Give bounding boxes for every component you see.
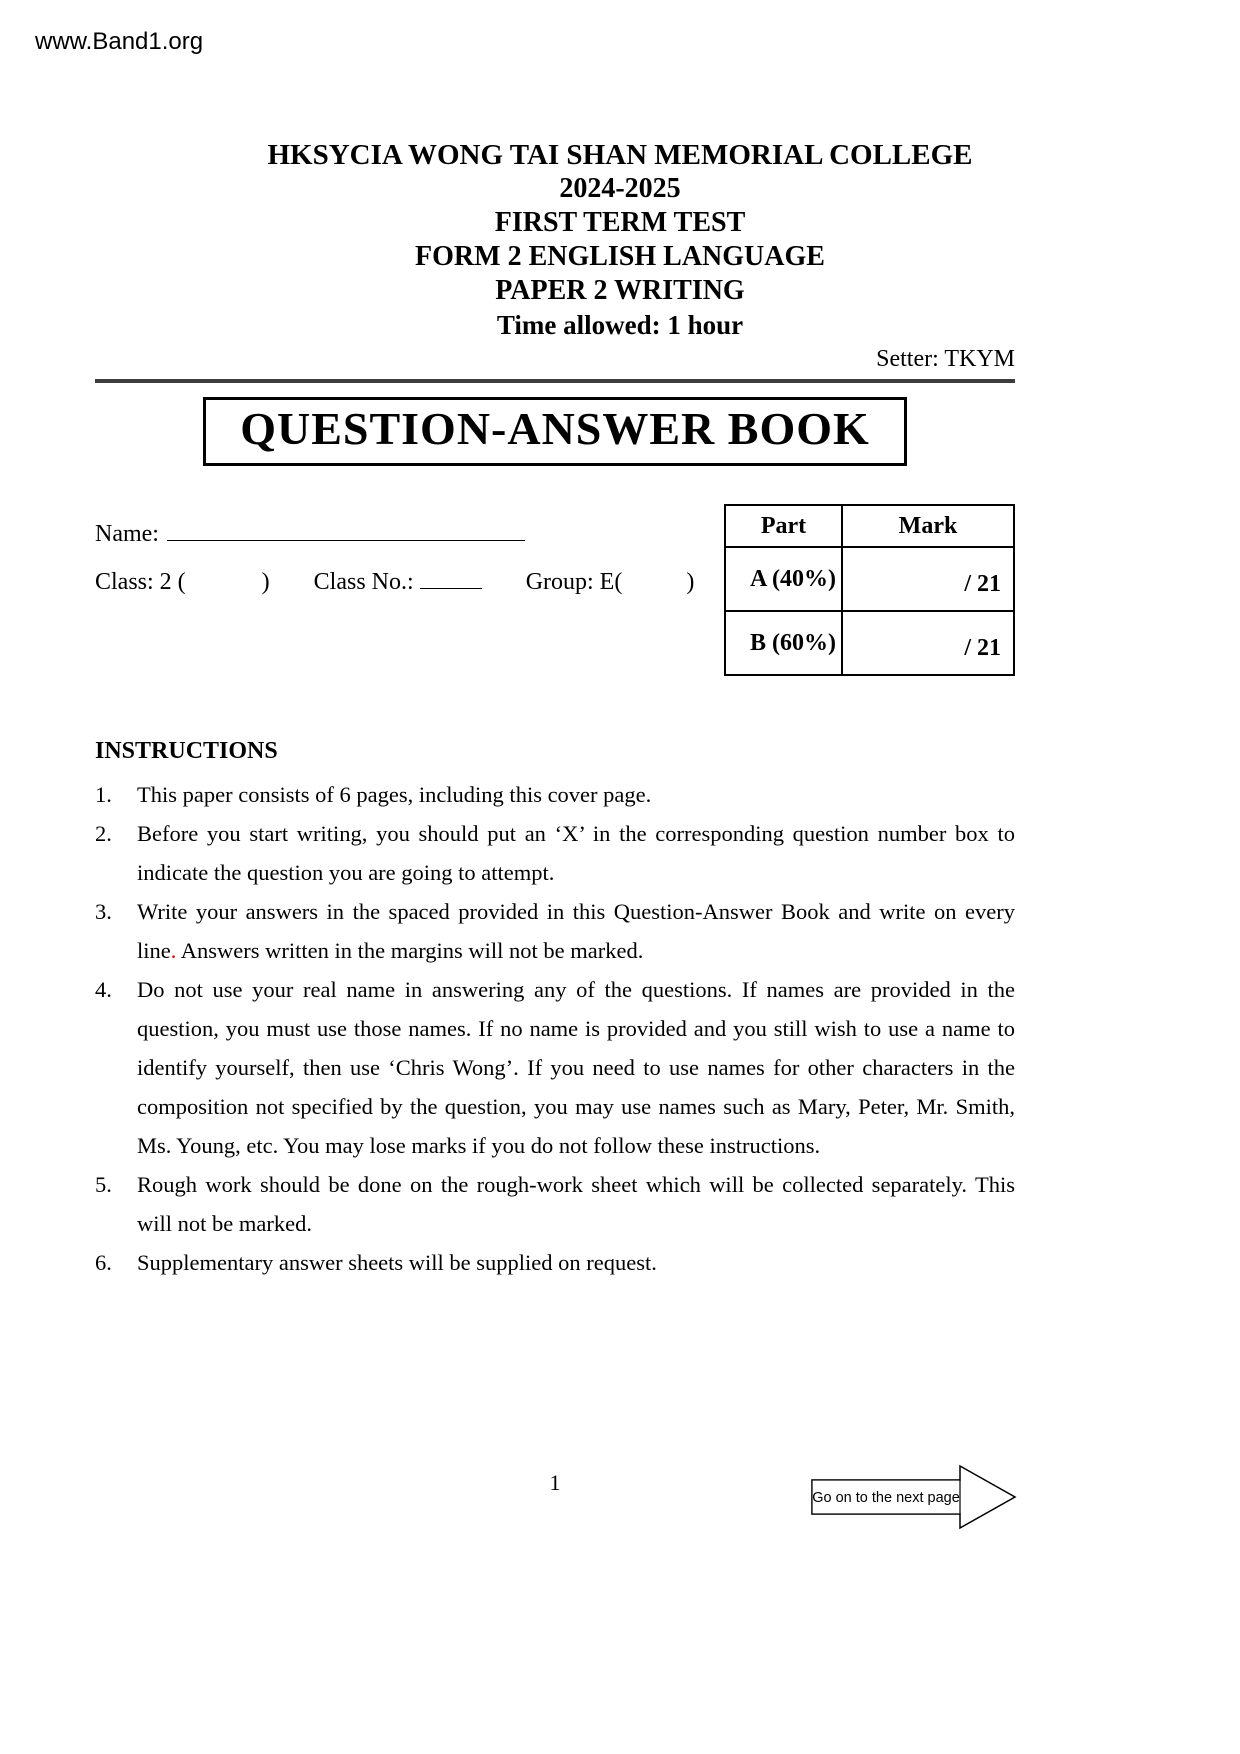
instructions-heading: INSTRUCTIONS [95, 738, 278, 764]
school-name: HKSYCIA WONG TAI SHAN MEMORIAL COLLEGE [267, 139, 973, 171]
mark-table-part-a: A (40%) [725, 547, 842, 611]
instruction-number: 4. [95, 977, 112, 1002]
watermark: www.Band1.org [35, 28, 204, 55]
instruction-number: 1. [95, 782, 112, 807]
group-paren-close: ) [686, 569, 695, 595]
instruction-item-4 [95, 970, 1015, 1165]
page-number: 1 [549, 1470, 561, 1495]
instruction-text: Before you start writing, you should put an ‘X’ in the corresponding question number box to indicate the question you are going to attempt. [137, 821, 1015, 885]
class-paren-close: ) [261, 569, 270, 595]
instruction-text: This paper consists of 6 pages, including this cover page. [137, 782, 652, 807]
instruction-text [137, 892, 1015, 970]
title-wrap [95, 397, 1015, 466]
next-page-arrow [808, 1462, 1020, 1537]
table-row [725, 547, 1014, 611]
instruction-item-6 [95, 1243, 1015, 1282]
class-line [95, 564, 694, 596]
instruction-red-period: . [170, 938, 177, 963]
mark-table [724, 504, 1015, 676]
instruction-item-2 [95, 814, 1015, 892]
mark-table-header-part: Part [725, 505, 842, 547]
instruction-item-5 [95, 1165, 1015, 1243]
setter-label: Setter: TKYM [876, 346, 1015, 372]
next-page-arrow-icon [808, 1462, 1020, 1532]
page-title: QUESTION-ANSWER BOOK [203, 397, 907, 466]
name-line [95, 516, 694, 548]
info-row [95, 504, 1015, 676]
instruction-text: Do not use your real name in answering any of the questions. If names are provided in the question, you must use those names. If no name is provided and you still wish to use a name to identify yourself, then use ‘Chris Wong’. If you need to use names for other characters in the composition not specified by the question, you may use names such as Mary, Peter, Mr. Smith, Ms. Young, etc. You may lose marks if you do not follow these instructions. [137, 977, 1015, 1158]
name-blank [167, 516, 525, 541]
instruction-number: 5. [95, 1172, 112, 1197]
instruction-number: 6. [95, 1250, 112, 1275]
subject-title: FORM 2 ENGLISH LANGUAGE [415, 241, 825, 272]
instruction-item-3 [95, 892, 1015, 970]
mark-table-header-row [725, 505, 1014, 547]
instruction-text-part: Answers written in the margins will not be marked. [176, 938, 644, 963]
class-label: Class: 2 ( [95, 569, 186, 595]
paper-title: PAPER 2 WRITING [495, 275, 745, 306]
instruction-item-1 [95, 775, 1015, 814]
student-info-block [95, 504, 694, 596]
instruction-text: Supplementary answer sheets will be supplied on request. [137, 1250, 657, 1275]
name-label: Name: [95, 521, 159, 547]
mark-table-mark-b: / 21 [842, 611, 1014, 675]
mark-table-mark-a: / 21 [842, 547, 1014, 611]
class-no-blank [420, 564, 482, 589]
instruction-number: 3. [95, 899, 112, 924]
class-no-label: Class No.: [313, 569, 414, 595]
instruction-text: Rough work should be done on the rough-work sheet which will be collected separately. This will not be marked. [137, 1172, 1015, 1236]
mark-table-part-b: B (60%) [725, 611, 842, 675]
page-content [95, 346, 1015, 1282]
instructions-section [95, 738, 1015, 1282]
next-page-label: Go on to the next page [812, 1490, 960, 1506]
table-row [725, 611, 1014, 675]
group-label: Group: E( [525, 569, 623, 595]
mark-table-header-mark: Mark [842, 505, 1014, 547]
time-allowed: Time allowed: 1 hour [496, 310, 744, 340]
school-year: 2024-2025 [559, 173, 681, 204]
divider-rule [95, 379, 1015, 383]
term-title: FIRST TERM TEST [494, 207, 746, 238]
instruction-text-part: Write your answers in the spaced provided in this Question-Answer Book and write on every line [137, 899, 1015, 963]
instruction-number: 2. [95, 821, 112, 846]
